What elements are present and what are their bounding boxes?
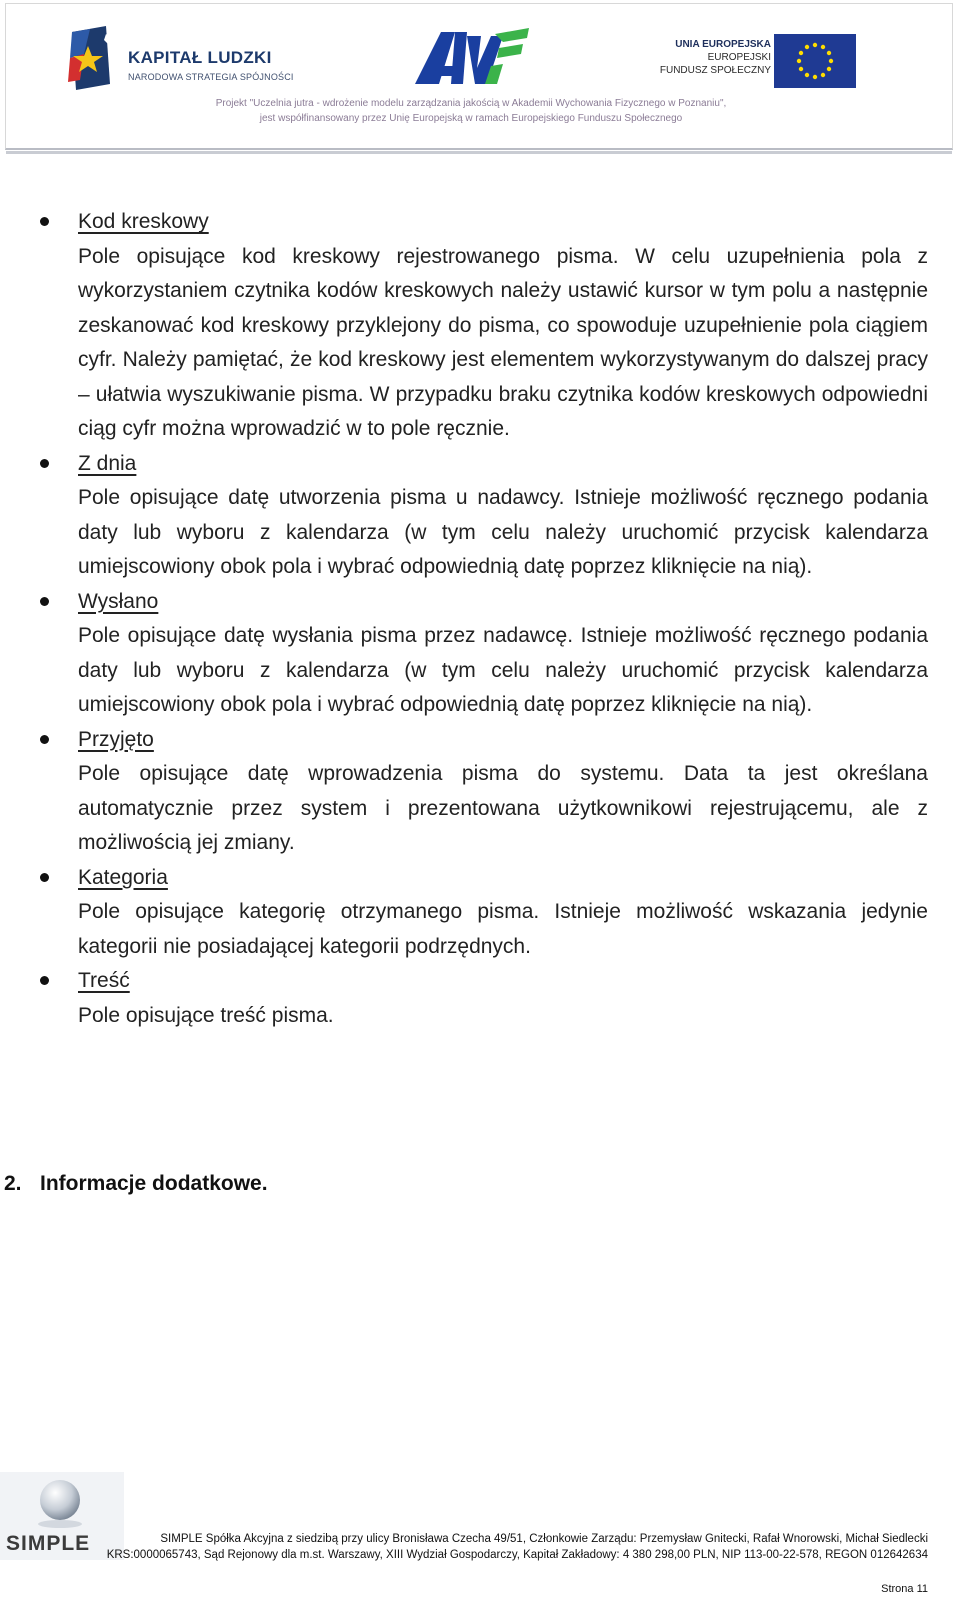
field-term: Przyjęto xyxy=(78,727,154,751)
field-term: Treść xyxy=(78,969,130,992)
bullet-icon xyxy=(40,873,49,882)
bullet-icon xyxy=(40,217,49,226)
project-note-line-2: jest współfinansowany przez Unię Europejską w ramach Europejskiego Funduszu Społecznego xyxy=(259,113,683,124)
section-title: Informacje dodatkowe. xyxy=(40,1172,268,1195)
awf-logo-icon xyxy=(411,26,531,88)
bullet-icon xyxy=(40,459,49,468)
field-description: Pole opisujące kategorię otrzymanego pisma. Istnieje możliwość wskazania jedynie kategorii nie posiadającej kategorii podrzędnych. xyxy=(78,900,928,958)
kapital-ludzki-title: KAPITAŁ LUDZKI xyxy=(128,48,272,67)
project-note-line-1: Projekt "Uczelnia jutra - wdrożenie modelu zarządzania jakością w Akademii Wychowania Fizycznego w Poznaniu", xyxy=(215,98,727,109)
document-body xyxy=(0,205,960,1033)
eu-logo xyxy=(646,30,856,90)
field-term: Wysłano xyxy=(78,589,159,613)
list-item xyxy=(0,447,960,585)
list-item xyxy=(0,723,960,861)
eu-line-2: EUROPEJSKI xyxy=(707,52,771,63)
eu-line-1: UNIA EUROPEJSKA xyxy=(675,39,771,50)
field-term: Kod kreskowy xyxy=(78,210,209,233)
field-description: Pole opisujące datę wprowadzenia pisma do systemu. Data ta jest określana automatycznie przez system i prezentowana użytkownikowi rejestrującemu, ale z możliwością jej zmiany. xyxy=(78,762,928,854)
list-item xyxy=(0,205,960,447)
kapital-ludzki-logo xyxy=(66,22,296,100)
footer-registry-info: KRS:0000065743, Sąd Rejonowy dla m.st. Warszawy, XIII Wydział Gospodarczy, Kapitał Zakładowy: 4 380 298,00 PLN, NIP 113-00-22-578, REGON 012642634 xyxy=(106,1549,928,1561)
field-term: Kategoria xyxy=(78,865,168,889)
kapital-ludzki-subtitle: NARODOWA STRATEGIA SPÓJNOŚCI xyxy=(128,72,294,82)
eu-line-3: FUNDUSZ SPOŁECZNY xyxy=(659,65,771,76)
bullet-icon xyxy=(40,735,49,744)
section-number: 2. xyxy=(4,1172,22,1195)
field-description: Pole opisujące datę utworzenia pisma u nadawcy. Istnieje możliwość ręcznego podania daty lub wyboru z kalendarza (w tym celu należy uruchomić przycisk kalendarza umiejscowiony obok pola i wybrać odpowiednią datę poprzez kliknięcie na nią). xyxy=(78,486,928,578)
kapital-ludzki-mark-icon xyxy=(66,24,122,94)
field-description: Pole opisujące treść pisma. xyxy=(78,1003,334,1027)
section-heading xyxy=(4,1172,268,1196)
page-number: Strona 11 xyxy=(881,1583,928,1595)
simple-logo-text: SIMPLE xyxy=(6,1532,91,1555)
header-banner xyxy=(5,3,953,150)
footer-company-info: SIMPLE Spółka Akcyjna z siedzibą przy ulicy Bronisława Czecha 49/51, Członkowie Zarządu: Przemysław Gnitecki, Rafał Wnorowski, Michał Siedlecki xyxy=(160,1533,928,1545)
field-list xyxy=(0,205,960,1033)
field-term: Z dnia xyxy=(78,451,137,475)
eu-flag-icon xyxy=(774,34,856,88)
project-note xyxy=(206,96,736,126)
list-item xyxy=(0,585,960,723)
bullet-icon xyxy=(40,597,49,606)
bullet-icon xyxy=(40,976,49,985)
list-item xyxy=(0,861,960,965)
field-description: Pole opisujące datę wysłania pisma przez nadawcę. Istnieje możliwość ręcznego podania daty lub wyboru z kalendarza (w tym celu należy uruchomić przycisk kalendarza umiejscowiony obok pola i wybrać odpowiednią datę poprzez kliknięcie na nią). xyxy=(78,624,928,716)
field-description: Pole opisujące kod kreskowy rejestrowanego pisma. W celu uzupełnienia pola z wykorzystaniem czytnika kodów kreskowych należy ustawić kursor w tym polu a następnie zeskanować kod kreskowy przyklejony do pisma, co spowoduje uzupełnienie pola ciągiem cyfr. Należy pamiętać, że kod kreskowy jest elementem wykorzystywanym do dalszej pracy – ułatwia wyszukiwanie pisma. W przypadku braku czytnika kodów kreskowych odpowiedni ciąg cyfr można wprowadzić w to pole ręcznie. xyxy=(78,244,928,440)
list-item xyxy=(0,964,960,1033)
